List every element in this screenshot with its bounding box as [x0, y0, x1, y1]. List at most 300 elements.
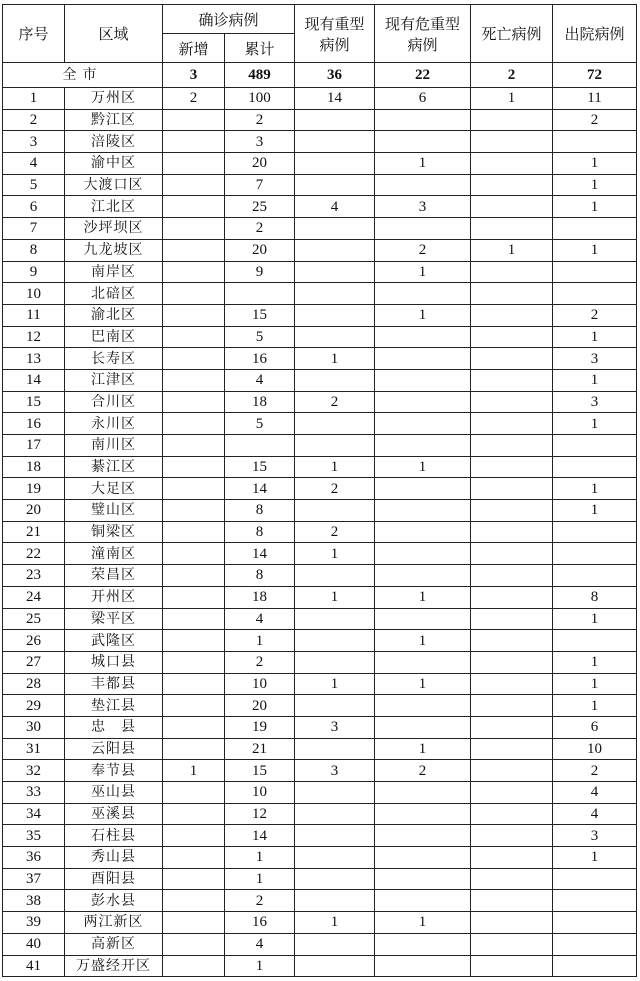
- row-discharged: [553, 912, 637, 934]
- row-region: 巴南区: [65, 326, 163, 348]
- row-new: [163, 586, 225, 608]
- row-severe: [295, 435, 375, 457]
- row-region: 永川区: [65, 413, 163, 435]
- row-cumulative: 25: [225, 196, 295, 218]
- row-region: 开州区: [65, 586, 163, 608]
- row-severe: [295, 174, 375, 196]
- row-region: 万盛经开区: [65, 955, 163, 977]
- row-severe: 1: [295, 912, 375, 934]
- row-discharged: [553, 955, 637, 977]
- row-seq: 20: [3, 500, 65, 522]
- row-new: [163, 413, 225, 435]
- row-region: 璧山区: [65, 500, 163, 522]
- row-region: 渝北区: [65, 304, 163, 326]
- row-severe: [295, 890, 375, 912]
- row-new: 1: [163, 760, 225, 782]
- row-new: [163, 261, 225, 283]
- row-critical: [375, 716, 471, 738]
- table-row: [3, 348, 637, 370]
- row-seq: 40: [3, 933, 65, 955]
- row-region: 巫山县: [65, 782, 163, 804]
- row-critical: 1: [375, 261, 471, 283]
- row-region: 江北区: [65, 196, 163, 218]
- table-row: [3, 369, 637, 391]
- row-cumulative: 4: [225, 608, 295, 630]
- row-critical: [375, 391, 471, 413]
- row-discharged: [553, 218, 637, 240]
- row-cumulative: 20: [225, 153, 295, 175]
- row-discharged: 1: [553, 847, 637, 869]
- row-critical: [375, 565, 471, 587]
- row-region: 江津区: [65, 369, 163, 391]
- row-critical: [375, 847, 471, 869]
- row-seq: 24: [3, 586, 65, 608]
- row-seq: 5: [3, 174, 65, 196]
- row-region: 长寿区: [65, 348, 163, 370]
- row-region: 南川区: [65, 435, 163, 457]
- row-severe: [295, 933, 375, 955]
- row-cumulative: 8: [225, 521, 295, 543]
- row-new: [163, 174, 225, 196]
- row-new: [163, 847, 225, 869]
- row-critical: 1: [375, 304, 471, 326]
- row-severe: [295, 413, 375, 435]
- header-critical-line2: 病例: [407, 35, 438, 54]
- table-row: [3, 218, 637, 240]
- row-deaths: [471, 326, 553, 348]
- row-deaths: [471, 283, 553, 305]
- table-row: [3, 695, 637, 717]
- row-seq: 6: [3, 196, 65, 218]
- row-new: [163, 651, 225, 673]
- row-seq: 38: [3, 890, 65, 912]
- row-seq: 28: [3, 673, 65, 695]
- row-region: 城口县: [65, 651, 163, 673]
- row-cumulative: 20: [225, 239, 295, 261]
- table-row: [3, 326, 637, 348]
- row-discharged: 2: [553, 760, 637, 782]
- row-discharged: [553, 543, 637, 565]
- row-new: [163, 326, 225, 348]
- row-critical: 1: [375, 153, 471, 175]
- row-discharged: [553, 131, 637, 153]
- table-row: [3, 283, 637, 305]
- table-row: [3, 738, 637, 760]
- row-severe: 1: [295, 586, 375, 608]
- row-discharged: 2: [553, 304, 637, 326]
- row-seq: 11: [3, 304, 65, 326]
- total-label: 全市: [3, 63, 163, 88]
- row-critical: [375, 500, 471, 522]
- row-critical: 3: [375, 196, 471, 218]
- table-row: [3, 174, 637, 196]
- row-region: 荣昌区: [65, 565, 163, 587]
- row-region: 铜梁区: [65, 521, 163, 543]
- row-new: [163, 196, 225, 218]
- row-new: [163, 825, 225, 847]
- row-seq: 3: [3, 131, 65, 153]
- row-seq: 26: [3, 630, 65, 652]
- table-row: [3, 933, 637, 955]
- row-seq: 12: [3, 326, 65, 348]
- row-discharged: 1: [553, 651, 637, 673]
- row-critical: [375, 782, 471, 804]
- table-row: [3, 782, 637, 804]
- row-deaths: [471, 478, 553, 500]
- row-region: 梁平区: [65, 608, 163, 630]
- row-seq: 34: [3, 803, 65, 825]
- table-row: [3, 760, 637, 782]
- row-severe: 1: [295, 456, 375, 478]
- row-region: 彭水县: [65, 890, 163, 912]
- row-deaths: [471, 673, 553, 695]
- header-seq: 序号: [3, 5, 65, 63]
- row-cumulative: 14: [225, 543, 295, 565]
- row-deaths: [471, 304, 553, 326]
- row-severe: 1: [295, 348, 375, 370]
- row-critical: 1: [375, 912, 471, 934]
- row-cumulative: 19: [225, 716, 295, 738]
- row-critical: [375, 933, 471, 955]
- table-row: [3, 109, 637, 131]
- row-cumulative: 15: [225, 456, 295, 478]
- table-row: [3, 239, 637, 261]
- row-new: [163, 565, 225, 587]
- row-new: [163, 500, 225, 522]
- row-cumulative: 1: [225, 630, 295, 652]
- row-deaths: [471, 543, 553, 565]
- row-severe: [295, 738, 375, 760]
- header-critical-line1: 现有危重型: [385, 14, 461, 33]
- row-severe: [295, 304, 375, 326]
- row-new: 2: [163, 88, 225, 110]
- row-cumulative: 1: [225, 847, 295, 869]
- row-severe: [295, 955, 375, 977]
- row-seq: 9: [3, 261, 65, 283]
- row-region: 酉阳县: [65, 868, 163, 890]
- row-severe: [295, 847, 375, 869]
- row-cumulative: 5: [225, 326, 295, 348]
- row-cumulative: 8: [225, 500, 295, 522]
- row-seq: 15: [3, 391, 65, 413]
- row-deaths: [471, 586, 553, 608]
- row-critical: [375, 955, 471, 977]
- row-new: [163, 630, 225, 652]
- row-cumulative: 20: [225, 695, 295, 717]
- row-critical: [375, 435, 471, 457]
- row-discharged: [553, 565, 637, 587]
- header-deaths: 死亡病例: [471, 5, 553, 63]
- row-cumulative: 18: [225, 391, 295, 413]
- row-region: 万州区: [65, 88, 163, 110]
- row-seq: 29: [3, 695, 65, 717]
- row-deaths: [471, 456, 553, 478]
- row-severe: 2: [295, 478, 375, 500]
- row-new: [163, 456, 225, 478]
- row-region: 大渡口区: [65, 174, 163, 196]
- row-region: 秀山县: [65, 847, 163, 869]
- row-critical: [375, 283, 471, 305]
- row-cumulative: 2: [225, 651, 295, 673]
- row-deaths: [471, 738, 553, 760]
- row-cumulative: 8: [225, 565, 295, 587]
- table-row: [3, 825, 637, 847]
- total-cumulative: 489: [225, 63, 295, 88]
- row-region: 丰都县: [65, 673, 163, 695]
- row-seq: 13: [3, 348, 65, 370]
- row-critical: [375, 521, 471, 543]
- row-discharged: 4: [553, 803, 637, 825]
- row-severe: [295, 109, 375, 131]
- row-deaths: [471, 348, 553, 370]
- row-deaths: [471, 369, 553, 391]
- row-discharged: 1: [553, 196, 637, 218]
- row-severe: [295, 283, 375, 305]
- row-seq: 31: [3, 738, 65, 760]
- row-severe: 2: [295, 521, 375, 543]
- row-region: 渝中区: [65, 153, 163, 175]
- row-discharged: 11: [553, 88, 637, 110]
- row-cumulative: 10: [225, 673, 295, 695]
- row-deaths: [471, 109, 553, 131]
- row-new: [163, 521, 225, 543]
- row-critical: [375, 803, 471, 825]
- row-discharged: 3: [553, 348, 637, 370]
- header-severe-line2: 病例: [319, 35, 350, 54]
- row-severe: 1: [295, 673, 375, 695]
- row-discharged: 1: [553, 500, 637, 522]
- row-discharged: [553, 933, 637, 955]
- row-new: [163, 391, 225, 413]
- row-new: [163, 673, 225, 695]
- row-critical: [375, 868, 471, 890]
- row-deaths: [471, 521, 553, 543]
- row-new: [163, 109, 225, 131]
- row-seq: 30: [3, 716, 65, 738]
- row-deaths: [471, 174, 553, 196]
- row-deaths: [471, 868, 553, 890]
- row-discharged: [553, 456, 637, 478]
- row-cumulative: [225, 283, 295, 305]
- row-seq: 41: [3, 955, 65, 977]
- row-severe: 3: [295, 716, 375, 738]
- row-seq: 32: [3, 760, 65, 782]
- row-deaths: [471, 218, 553, 240]
- row-region: 南岸区: [65, 261, 163, 283]
- row-new: [163, 239, 225, 261]
- row-seq: 16: [3, 413, 65, 435]
- row-discharged: 10: [553, 738, 637, 760]
- table-row: [3, 196, 637, 218]
- row-severe: [295, 500, 375, 522]
- row-seq: 35: [3, 825, 65, 847]
- row-discharged: 1: [553, 695, 637, 717]
- header-severe: [295, 5, 375, 63]
- table-row: [3, 630, 637, 652]
- row-severe: [295, 261, 375, 283]
- row-new: [163, 478, 225, 500]
- row-new: [163, 890, 225, 912]
- total-deaths: 2: [471, 63, 553, 88]
- row-region: 黔江区: [65, 109, 163, 131]
- table-row: [3, 586, 637, 608]
- row-critical: [375, 174, 471, 196]
- row-cumulative: 14: [225, 478, 295, 500]
- row-deaths: [471, 760, 553, 782]
- row-discharged: 1: [553, 413, 637, 435]
- row-severe: [295, 239, 375, 261]
- row-region: 两江新区: [65, 912, 163, 934]
- table-row: [3, 413, 637, 435]
- row-deaths: [471, 608, 553, 630]
- row-severe: [295, 608, 375, 630]
- row-deaths: 1: [471, 239, 553, 261]
- row-seq: 7: [3, 218, 65, 240]
- row-region: 潼南区: [65, 543, 163, 565]
- row-discharged: [553, 630, 637, 652]
- row-new: [163, 608, 225, 630]
- row-region: 忠 县: [65, 716, 163, 738]
- row-cumulative: 100: [225, 88, 295, 110]
- row-discharged: 1: [553, 608, 637, 630]
- row-seq: 23: [3, 565, 65, 587]
- row-critical: [375, 608, 471, 630]
- row-cumulative: 4: [225, 933, 295, 955]
- row-cumulative: 16: [225, 348, 295, 370]
- row-seq: 19: [3, 478, 65, 500]
- table-row: [3, 478, 637, 500]
- row-deaths: [471, 630, 553, 652]
- row-critical: 6: [375, 88, 471, 110]
- row-critical: [375, 131, 471, 153]
- row-cumulative: 15: [225, 760, 295, 782]
- row-critical: [375, 478, 471, 500]
- table-row: [3, 88, 637, 110]
- total-row: [3, 63, 637, 88]
- row-region: 石柱县: [65, 825, 163, 847]
- table-row: [3, 673, 637, 695]
- row-critical: 1: [375, 586, 471, 608]
- row-severe: [295, 131, 375, 153]
- row-severe: [295, 803, 375, 825]
- row-deaths: [471, 847, 553, 869]
- row-new: [163, 369, 225, 391]
- row-severe: [295, 651, 375, 673]
- row-critical: [375, 326, 471, 348]
- row-new: [163, 435, 225, 457]
- table-row: [3, 521, 637, 543]
- table-row: [3, 500, 637, 522]
- total-new: 3: [163, 63, 225, 88]
- row-severe: [295, 153, 375, 175]
- row-region: 綦江区: [65, 456, 163, 478]
- row-new: [163, 868, 225, 890]
- row-new: [163, 304, 225, 326]
- table-row: [3, 543, 637, 565]
- table-row: [3, 868, 637, 890]
- row-seq: 36: [3, 847, 65, 869]
- row-critical: [375, 413, 471, 435]
- row-cumulative: 16: [225, 912, 295, 934]
- row-new: [163, 283, 225, 305]
- row-new: [163, 803, 225, 825]
- row-discharged: 3: [553, 391, 637, 413]
- header-critical: [375, 5, 471, 63]
- row-cumulative: 1: [225, 868, 295, 890]
- row-region: 奉节县: [65, 760, 163, 782]
- row-cumulative: 3: [225, 131, 295, 153]
- row-deaths: [471, 565, 553, 587]
- table-row: [3, 608, 637, 630]
- row-severe: [295, 369, 375, 391]
- case-statistics-table-container: [2, 4, 636, 977]
- row-seq: 22: [3, 543, 65, 565]
- row-deaths: [471, 782, 553, 804]
- row-seq: 37: [3, 868, 65, 890]
- row-discharged: [553, 868, 637, 890]
- row-critical: [375, 218, 471, 240]
- row-deaths: [471, 933, 553, 955]
- row-severe: [295, 868, 375, 890]
- row-new: [163, 738, 225, 760]
- row-seq: 4: [3, 153, 65, 175]
- row-severe: [295, 565, 375, 587]
- row-deaths: [471, 803, 553, 825]
- row-region: 巫溪县: [65, 803, 163, 825]
- header-confirmed: 确诊病例: [163, 5, 295, 34]
- row-region: 沙坪坝区: [65, 218, 163, 240]
- row-new: [163, 153, 225, 175]
- row-cumulative: [225, 435, 295, 457]
- row-critical: [375, 890, 471, 912]
- row-cumulative: 1: [225, 955, 295, 977]
- row-critical: 1: [375, 630, 471, 652]
- row-region: 涪陵区: [65, 131, 163, 153]
- header-severe-line1: 现有重型: [304, 14, 365, 33]
- row-discharged: 4: [553, 782, 637, 804]
- row-deaths: [471, 196, 553, 218]
- row-deaths: [471, 825, 553, 847]
- row-critical: [375, 651, 471, 673]
- table-row: [3, 131, 637, 153]
- row-new: [163, 543, 225, 565]
- total-critical: 22: [375, 63, 471, 88]
- row-cumulative: 2: [225, 109, 295, 131]
- row-discharged: 1: [553, 153, 637, 175]
- table-row: [3, 261, 637, 283]
- row-deaths: [471, 695, 553, 717]
- table-row: [3, 565, 637, 587]
- row-critical: [375, 369, 471, 391]
- row-discharged: 1: [553, 478, 637, 500]
- row-critical: [375, 695, 471, 717]
- table-row: [3, 651, 637, 673]
- row-critical: [375, 825, 471, 847]
- table-row: [3, 847, 637, 869]
- header-region: 区域: [65, 5, 163, 63]
- row-seq: 25: [3, 608, 65, 630]
- row-deaths: [471, 131, 553, 153]
- row-critical: 1: [375, 456, 471, 478]
- header-discharged: 出院病例: [553, 5, 637, 63]
- row-discharged: 1: [553, 239, 637, 261]
- row-discharged: [553, 435, 637, 457]
- row-seq: 17: [3, 435, 65, 457]
- row-deaths: [471, 391, 553, 413]
- row-severe: 14: [295, 88, 375, 110]
- row-discharged: 2: [553, 109, 637, 131]
- table-row: [3, 435, 637, 457]
